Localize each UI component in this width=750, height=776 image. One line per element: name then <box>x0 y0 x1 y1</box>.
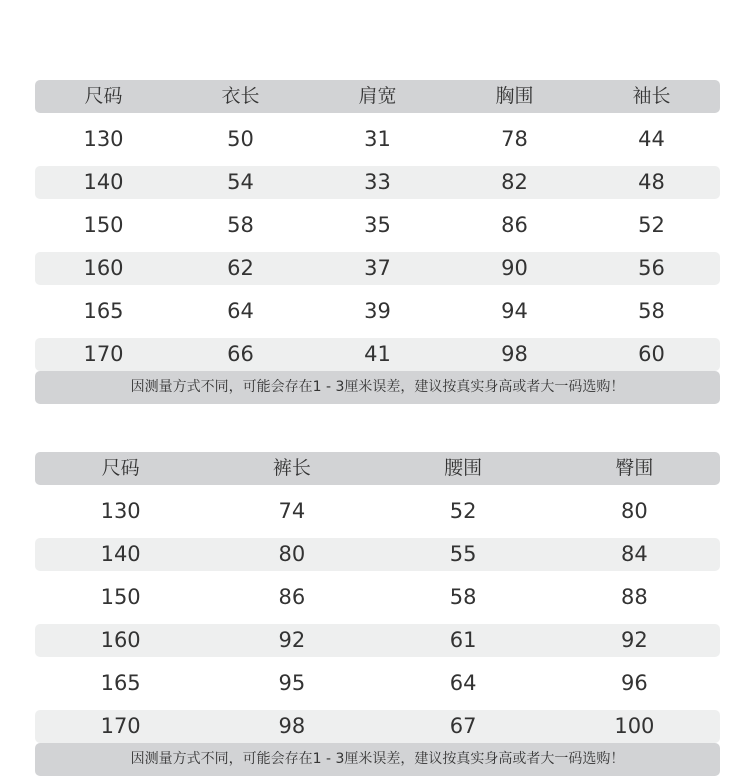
table-cell: 82 <box>501 170 528 194</box>
table-cell: 44 <box>638 127 665 151</box>
table-cell: 150 <box>100 585 141 609</box>
table-cell: 100 <box>614 714 655 738</box>
table-row <box>35 495 720 528</box>
table-cell: 64 <box>449 671 477 695</box>
table-cell: 66 <box>227 342 254 366</box>
table-cell: 96 <box>621 671 648 695</box>
table-row <box>35 710 720 743</box>
table-cell: 55 <box>449 542 477 566</box>
table-cell: 33 <box>364 170 391 194</box>
table-cell: 62 <box>227 256 254 280</box>
table-header-row <box>35 80 720 113</box>
table-cell: 37 <box>364 256 391 280</box>
table-cell: 150 <box>83 213 124 237</box>
table-cell: 58 <box>638 299 665 323</box>
table-row <box>35 624 720 657</box>
table-row <box>35 252 720 285</box>
table-cell: 140 <box>83 170 124 194</box>
header-cell-sleeve: 袖长 <box>632 85 671 107</box>
header-cell-chest: 胸围 <box>495 85 534 107</box>
table-cell: 67 <box>449 714 477 738</box>
table-cell: 52 <box>638 213 665 237</box>
header-cell-hip: 臀围 <box>615 457 654 479</box>
table-cell: 88 <box>621 585 648 609</box>
table-cell: 94 <box>501 299 528 323</box>
header-cell-length: 衣长 <box>221 85 260 107</box>
table-cell: 92 <box>621 628 648 652</box>
table-header-row <box>35 452 720 485</box>
table-cell: 165 <box>83 299 124 323</box>
top-size-table <box>35 80 720 404</box>
header-cell-size: 尺码 <box>101 457 140 479</box>
table-row <box>35 667 720 700</box>
header-cell-shoulder: 肩宽 <box>358 85 397 107</box>
measurement-note: 因测量方式不同，可能会存在1 - 3厘米误差，建议按真实身高或者大一码选购！ <box>35 743 720 776</box>
table-cell: 58 <box>227 213 254 237</box>
table-row <box>35 123 720 156</box>
table-cell: 86 <box>278 585 306 609</box>
table-cell: 78 <box>501 127 528 151</box>
measurement-note: 因测量方式不同，可能会存在1 - 3厘米误差，建议按真实身高或者大一码选购！ <box>35 371 720 404</box>
table-cell: 58 <box>449 585 477 609</box>
table-cell: 165 <box>100 671 141 695</box>
table-cell: 31 <box>364 127 391 151</box>
header-cell-pants-length: 裤长 <box>272 457 311 479</box>
header-cell-size: 尺码 <box>84 85 123 107</box>
table-cell: 80 <box>621 499 648 523</box>
table-row <box>35 295 720 328</box>
bottom-size-table <box>35 452 720 776</box>
table-row <box>35 166 720 199</box>
table-cell: 130 <box>83 127 124 151</box>
table-cell: 50 <box>227 127 254 151</box>
table-cell: 35 <box>364 213 391 237</box>
table-row <box>35 581 720 614</box>
table-row <box>35 209 720 242</box>
table-cell: 95 <box>278 671 306 695</box>
table-cell: 41 <box>364 342 391 366</box>
table-cell: 64 <box>227 299 254 323</box>
table-cell: 61 <box>449 628 477 652</box>
table-cell: 160 <box>100 628 141 652</box>
table-cell: 86 <box>501 213 528 237</box>
table-cell: 56 <box>638 256 665 280</box>
table-cell: 98 <box>278 714 306 738</box>
table-cell: 39 <box>364 299 391 323</box>
table-cell: 80 <box>278 542 306 566</box>
table-cell: 160 <box>83 256 124 280</box>
table-cell: 74 <box>278 499 306 523</box>
table-cell: 98 <box>501 342 528 366</box>
table-cell: 60 <box>638 342 665 366</box>
table-row <box>35 538 720 571</box>
table-cell: 52 <box>449 499 477 523</box>
table-cell: 170 <box>100 714 141 738</box>
table-cell: 48 <box>638 170 665 194</box>
header-cell-waist: 腰围 <box>444 457 483 479</box>
table-cell: 130 <box>100 499 141 523</box>
table-cell: 170 <box>83 342 124 366</box>
table-cell: 54 <box>227 170 254 194</box>
table-cell: 92 <box>278 628 306 652</box>
table-cell: 140 <box>100 542 141 566</box>
table-row <box>35 338 720 371</box>
table-cell: 84 <box>621 542 648 566</box>
table-cell: 90 <box>501 256 528 280</box>
